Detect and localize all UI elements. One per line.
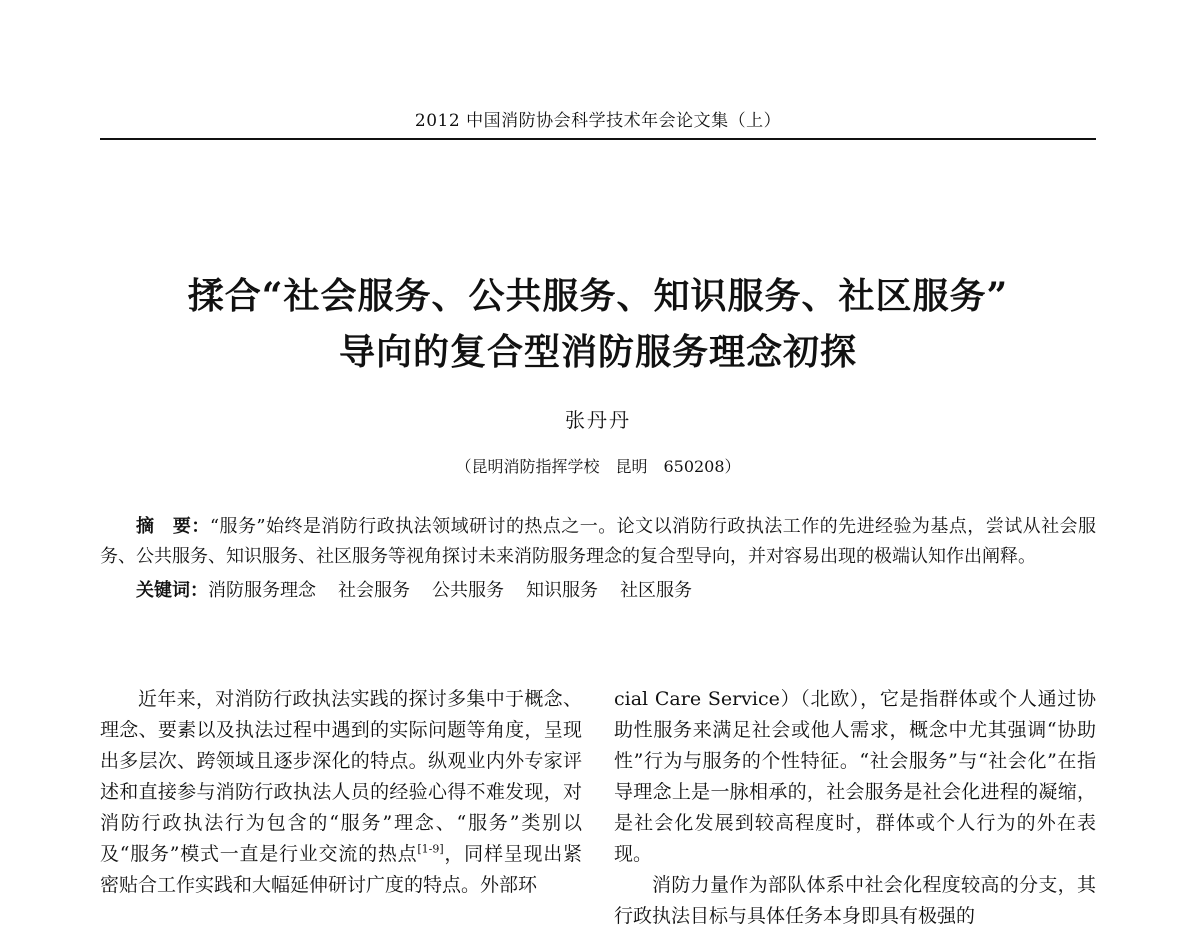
body-text: ，同样呈现出紧密贴合工作实践和大幅延伸研讨广度的特点。外部环 [100, 843, 582, 896]
right-column [614, 684, 1096, 932]
keyword: 社区服务 [620, 580, 692, 601]
keywords-label: 关键词： [136, 580, 208, 601]
body-text: 近年来，对消防行政执法实践的探讨多集中于概念、理念、要素以及执法过程中遇到的实际问题等角度，呈现出多层次、跨领域且逐步深化的特点。纵观业内外专家评述和直接参与消防行政执法人员的经验心得不难发现，对消防行政执法行为包含的“服务”理念、“服务”类别以及“服务”模式一直是行业交流的热点 [100, 688, 582, 865]
paper-title [100, 268, 1096, 380]
keywords-line [100, 576, 1096, 606]
keyword: 公共服务 [432, 580, 504, 601]
citation-ref: [1-9] [417, 842, 444, 856]
body-paragraph: cial Care Service）（北欧），它是指群体或个人通过协助性服务来满足社会或他人需求，概念中尤其强调“协助性”行为与服务的个性特征。“社会服务”与“社会化”在指导理念上是一脉相承的，社会服务是社会化进程的凝缩，是社会化发展到较高程度时，群体或个人行为的外在表现。 [614, 688, 1096, 865]
body-columns [100, 684, 1096, 932]
left-column [100, 684, 582, 932]
header-rule [100, 138, 1096, 140]
title-line-1: 揉合“社会服务、公共服务、知识服务、社区服务” [187, 275, 1009, 317]
abstract-paragraph [100, 512, 1096, 572]
body-paragraph [100, 684, 582, 901]
keyword: 消防服务理念 [208, 580, 316, 601]
abstract-block [100, 512, 1096, 606]
running-header: 2012 中国消防协会科学技术年会论文集（上） [414, 111, 782, 131]
abstract-text: “服务”始终是消防行政执法领域研讨的热点之一。论文以消防行政执法工作的先进经验为基点，尝试从社会服务、公共服务、知识服务、社区服务等视角探讨未来消防服务理念的复合型导向，并对容易出现的极端认知作出阐释。 [100, 516, 1097, 567]
title-line-2: 导向的复合型消防服务理念初探 [338, 331, 857, 373]
author-name: 张丹丹 [565, 408, 631, 432]
keyword: 知识服务 [526, 580, 598, 601]
keyword: 社会服务 [338, 580, 410, 601]
author-affiliation: （昆明消防指挥学校 昆明 650208） [455, 457, 741, 476]
body-paragraph: 消防力量作为部队体系中社会化程度较高的分支，其行政执法目标与具体任务本身即具有极强的 [614, 874, 1096, 927]
abstract-label: 摘 要： [136, 516, 210, 537]
